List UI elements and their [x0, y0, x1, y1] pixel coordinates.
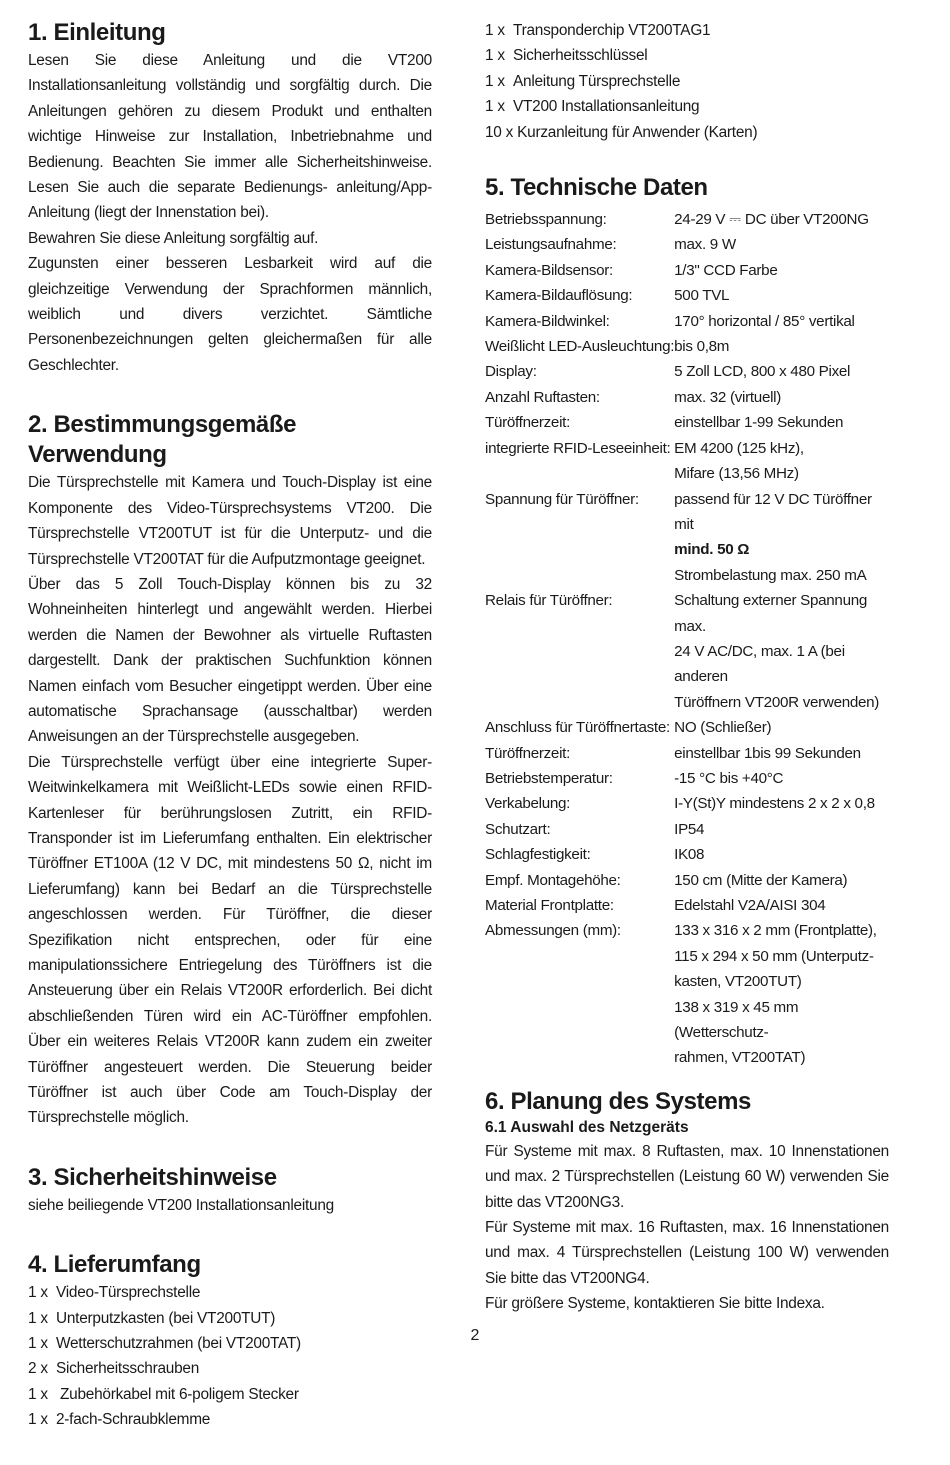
- spec-value: 115 x 294 x 50 mm (Unterputz-: [674, 947, 874, 965]
- item-quantity: 1 x: [485, 72, 505, 90]
- paragraph: Lesen Sie diese Anleitung und die VT200 Installationsanleitung vollständig und sorgfältig durch. Die Anleitungen gehören zu diesem Produkt und enthalten wichtige Hinweise zur Installation, Inbetriebnahme und Bedienung. Beachten Sie immer alle Sicherheitshinweise. Lesen Sie auch die separate Bedienungs- anleitung/App-Anleitung (liegt der Innenstation bei).: [28, 52, 432, 222]
- item-quantity: 1 x: [28, 1309, 48, 1327]
- spec-value: 170° horizontal / 85° vertikal: [674, 312, 855, 330]
- spec-label: Weißlicht LED-Ausleuchtung:: [485, 338, 675, 356]
- paragraph: Über das 5 Zoll Touch-Display können bis zu 32 Wohneinheiten hinterlegt und angewählt werden. Hierbei werden die Namen der Bewohner als virtuelle Ruftasten dargestellt. Dank der praktischen Suchfunktion können Namen einfach vom Besucher eingetippt werden. Über eine automatische Sprachansage (ausschaltbar) werden Anweisungen an der Türsprechstelle ausgegeben.: [28, 575, 432, 746]
- spec-value: 133 x 316 x 2 mm (Frontplatte),: [674, 922, 877, 940]
- spec-value: 500 TVL: [674, 287, 730, 305]
- spec-value: 5 Zoll LCD, 800 x 480 Pixel: [674, 363, 851, 381]
- spec-row: [485, 715, 889, 740]
- paragraph: Bewahren Sie diese Anleitung sorgfältig auf.: [28, 229, 319, 247]
- item-text: Transponderchip VT200TAG1: [513, 22, 711, 39]
- item-quantity: 1 x: [485, 22, 505, 39]
- spec-value: kasten, VT200TUT): [674, 973, 802, 991]
- spec-row: [485, 232, 889, 257]
- spec-row: [485, 334, 889, 359]
- list-item: [485, 94, 889, 119]
- spec-value: 138 x 319 x 45 mm (Wetterschutz-: [674, 998, 799, 1042]
- spec-row: [485, 918, 889, 943]
- spec-value: EM 4200 (125 kHz),: [674, 439, 804, 457]
- scope-list-continued: [485, 18, 889, 145]
- spec-label: [485, 1045, 674, 1070]
- spec-value: Edelstahl V2A/AISI 304: [674, 897, 826, 914]
- spec-row: [485, 944, 889, 969]
- spec-value: IK08: [674, 846, 705, 864]
- spec-value: NO (Schließer): [674, 719, 772, 737]
- section-einleitung: [28, 18, 432, 378]
- spec-label: [485, 690, 674, 715]
- spec-label: Kamera-Bildauflösung:: [485, 287, 633, 305]
- spec-table: [485, 207, 889, 1071]
- spec-row: [485, 842, 889, 867]
- spec-value: Schaltung externer Spannung max.: [674, 592, 868, 635]
- spec-label: [485, 995, 674, 1046]
- section-heading: 6. Planung des Systems: [485, 1087, 751, 1115]
- section-bestimmungsgemaesse-verwendung: [28, 410, 432, 1131]
- section-heading: 5. Technische Daten: [485, 174, 708, 202]
- spec-value: -15 °C bis +40°C: [674, 769, 784, 787]
- item-text: Kurzanleitung für Anwender (Karten): [517, 123, 758, 141]
- list-item: [485, 120, 889, 145]
- paragraph: Die Türsprechstelle verfügt über eine integrierte Super-Weitwinkelkamera mit Weißlicht-LEDs sowie einen RFID-Kartenleser für berührungslosen Zutritt, ein RFID-Transponder ist im Lieferumfang enthalten. Ein elektrischer Türöffner ET100A (12 V DC, mit mindestens 50 Ω, nicht im Lieferumfang) kann bei Bedarf an die Türsprechstelle angeschlossen werden. Für Türöffner, die dieser Spezifikation nicht entsprechen, oder für eine manipulationssichere Entriegelung des Türöffners ist die Ansteuerung über ein Relais VT200R erforderlich. Bei dicht abschließenden Türen wird ein AC-Türöffner empfohlen. Über ein weiteres Relais VT200R kann zudem ein zweiter Türöffner angesteuert werden. Die Steuerung beider Türöffner ist auch über Code am Touch-Display der Türsprechstelle möglich.: [28, 753, 432, 1127]
- spec-value: einstellbar 1bis 99 Sekunden: [674, 744, 861, 762]
- spec-label: Leistungsaufnahme:: [485, 236, 617, 254]
- spec-row: [485, 359, 889, 384]
- item-quantity: 1 x: [28, 1411, 48, 1429]
- list-item: [485, 69, 889, 94]
- spec-row: [485, 537, 889, 562]
- spec-value: passend für 12 V DC Türöffner mit: [674, 490, 872, 533]
- spec-value: 24-29 V ⎓ DC über VT200NG: [674, 211, 869, 229]
- spec-value: mind. 50 Ω: [674, 541, 750, 559]
- paragraph: Für Systeme mit max. 8 Ruftasten, max. 10 Innenstationen und max. 2 Türsprechstellen (Leistung 60 W) verwenden Sie bitte das VT200NG3.: [485, 1142, 889, 1211]
- subsection-heading: 6.1 Auswahl des Netzgeräts: [485, 1118, 689, 1136]
- section-heading: 3. Sicherheitshinweise: [28, 1163, 277, 1191]
- list-item: [28, 1356, 432, 1381]
- spec-value: rahmen, VT200TAT): [674, 1049, 806, 1067]
- spec-row: [485, 436, 889, 461]
- list-item: [28, 1382, 432, 1407]
- list-item: [28, 1280, 432, 1305]
- item-text: 2-fach-Schraubklemme: [56, 1411, 211, 1429]
- spec-row: [485, 588, 889, 639]
- spec-row: [485, 309, 889, 334]
- spec-label: [485, 944, 674, 969]
- item-quantity: 1 x: [28, 1385, 48, 1403]
- list-item: [485, 18, 889, 43]
- item-text: Video-Türsprechstelle: [56, 1284, 201, 1302]
- item-quantity: 10 x: [485, 123, 514, 141]
- spec-row: [485, 893, 889, 918]
- spec-value: 1/3" CCD Farbe: [674, 261, 778, 279]
- spec-row: [485, 283, 889, 308]
- paragraph: Für Systeme mit max. 16 Ruftasten, max. 16 Innenstationen und max. 4 Türsprechstellen (Leistung 100 W) verwenden Sie bitte das VT200NG4.: [485, 1219, 889, 1287]
- spec-label: [485, 969, 674, 994]
- spec-row: [485, 410, 889, 435]
- spec-label: Anschluss für Türöffnertaste:: [485, 719, 670, 737]
- spec-row: [485, 791, 889, 816]
- scope-list: [28, 1280, 432, 1432]
- spec-value: Türöffnern VT200R verwenden): [674, 693, 880, 711]
- section-heading: 4. Lieferumfang: [28, 1251, 201, 1279]
- paragraph: Zugunsten einer besseren Lesbarkeit wird auf die gleichzeitige Verwendung der Sprachformen männlich, weiblich und divers verzichtet. Sämtliche Personenbezeichnungen gelten gleichermaßen für alle Geschlechter.: [28, 255, 432, 374]
- spec-label: Schutzart:: [485, 820, 551, 838]
- list-item: [28, 1407, 432, 1432]
- section-sicherheitshinweise: [28, 1163, 432, 1218]
- paragraph: siehe beiliegende VT200 Installationsanleitung: [28, 1196, 334, 1214]
- spec-value: IP54: [674, 820, 705, 838]
- spec-label: Display:: [485, 363, 537, 381]
- spec-label: Material Frontplatte:: [485, 897, 614, 914]
- spec-row: [485, 258, 889, 283]
- spec-value: einstellbar 1-99 Sekunden: [674, 414, 844, 432]
- item-quantity: 1 x: [28, 1284, 48, 1302]
- spec-value: max. 9 W: [674, 236, 736, 254]
- spec-label: [485, 461, 674, 486]
- spec-label: Anzahl Ruftasten:: [485, 388, 600, 406]
- spec-row: [485, 385, 889, 410]
- item-text: VT200 Installationsanleitung: [513, 98, 700, 116]
- spec-row: [485, 969, 889, 994]
- spec-label: Türöffnerzeit:: [485, 414, 570, 432]
- spec-value: Mifare (13,56 MHz): [674, 465, 799, 483]
- list-item: [485, 43, 889, 68]
- spec-label: [485, 537, 674, 562]
- spec-row: [485, 487, 889, 538]
- item-text: Unterputzkasten (bei VT200TUT): [56, 1309, 276, 1327]
- item-text: Sicherheitsschrauben: [56, 1360, 200, 1378]
- section-heading: 1. Einleitung: [28, 19, 166, 46]
- spec-label: [485, 563, 674, 588]
- spec-row: [485, 690, 889, 715]
- right-column: [485, 18, 889, 1349]
- spec-label: [485, 639, 674, 690]
- spec-row: [485, 207, 889, 232]
- spec-label: Betriebsspannung:: [485, 211, 607, 229]
- spec-row: [485, 741, 889, 766]
- item-text: Anleitung Türsprechstelle: [513, 72, 681, 90]
- spec-row: [485, 563, 889, 588]
- spec-label: Abmessungen (mm):: [485, 922, 621, 940]
- section-technische-daten: [485, 173, 889, 1071]
- spec-value: Strombelastung max. 250 mA: [674, 566, 867, 584]
- spec-label: integrierte RFID-Leseeinheit:: [485, 439, 671, 457]
- item-text: Sicherheitsschlüssel: [513, 47, 648, 65]
- paragraph: Für größere Systeme, kontaktieren Sie bitte Indexa.: [485, 1295, 825, 1313]
- spec-label: Relais für Türöffner:: [485, 592, 613, 610]
- spec-row: [485, 995, 889, 1046]
- spec-label: Verkabelung:: [485, 795, 571, 813]
- spec-label: Empf. Montagehöhe:: [485, 871, 621, 889]
- spec-row: [485, 868, 889, 893]
- section-heading: 2. Bestimmungsgemäße Verwendung: [28, 411, 297, 469]
- item-text: Wetterschutzrahmen (bei VT200TAT): [56, 1335, 301, 1353]
- item-text: Zubehörkabel mit 6-poligem Stecker: [56, 1385, 299, 1403]
- spec-row: [485, 766, 889, 791]
- left-column: [28, 18, 432, 1465]
- item-quantity: 1 x: [485, 47, 505, 65]
- spec-value: max. 32 (virtuell): [674, 388, 782, 406]
- spec-label: Kamera-Bildsensor:: [485, 261, 613, 279]
- spec-row: [485, 461, 889, 486]
- spec-value: 150 cm (Mitte der Kamera): [674, 871, 848, 889]
- spec-label: Kamera-Bildwinkel:: [485, 312, 610, 330]
- item-quantity: 2 x: [28, 1360, 48, 1378]
- spec-row: [485, 639, 889, 690]
- item-quantity: 1 x: [28, 1335, 48, 1353]
- spec-row: [485, 1045, 889, 1070]
- spec-row: [485, 817, 889, 842]
- spec-value: 24 V AC/DC, max. 1 A (bei anderen: [674, 642, 845, 686]
- spec-label: Spannung für Türöffner:: [485, 490, 639, 508]
- paragraph: Die Türsprechstelle mit Kamera und Touch-Display ist eine Komponente des Video-Türsprechsystems VT200. Die Türsprechstelle VT200TUT ist für die Unterputz- und die Türsprechstelle VT200TAT für die Aufputzmontage geeignet.: [28, 474, 432, 568]
- spec-label: Betriebstemperatur:: [485, 769, 613, 787]
- section-lieferumfang-continued: [485, 18, 889, 145]
- section-planung: [485, 1087, 889, 1317]
- spec-value: I-Y(St)Y mindestens 2 x 2 x 0,8: [674, 795, 875, 813]
- spec-label: Schlagfestigkeit:: [485, 846, 591, 864]
- item-quantity: 1 x: [485, 98, 505, 116]
- spec-label: Türöffnerzeit:: [485, 744, 570, 762]
- spec-value: bis 0,8m: [674, 338, 730, 356]
- page-number: 2: [470, 1327, 480, 1344]
